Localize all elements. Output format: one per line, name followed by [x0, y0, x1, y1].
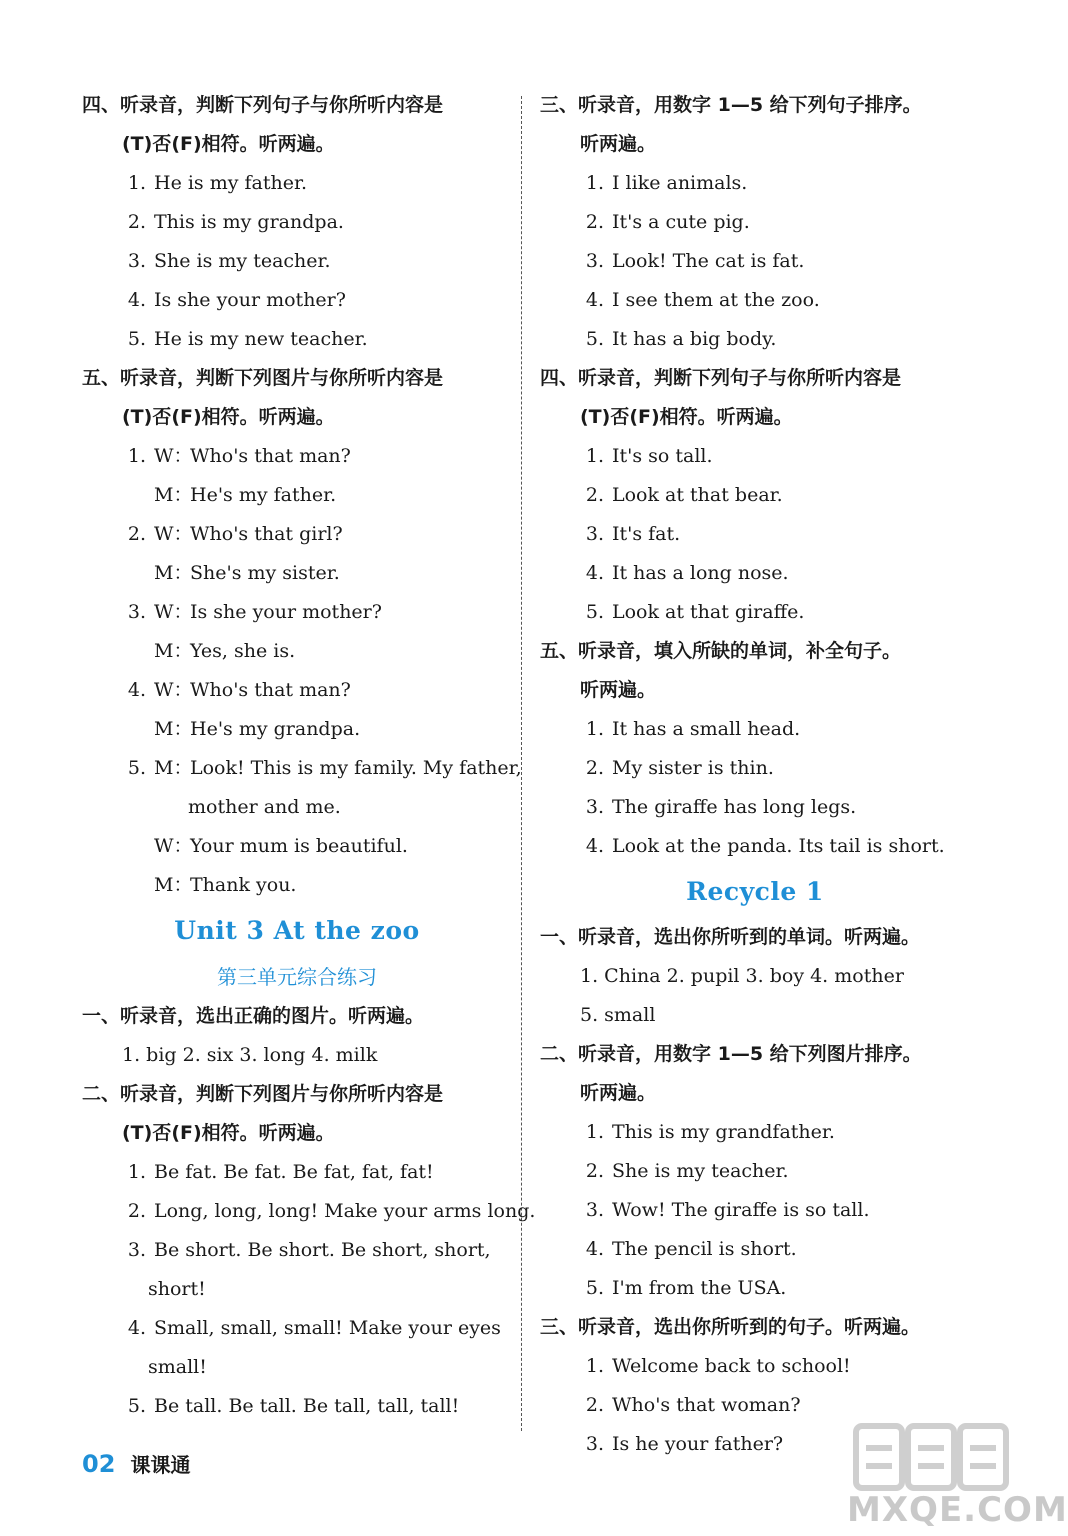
dialog-line: M：She's my sister.: [154, 562, 340, 584]
section-heading-cont: (T)否(F)相符。听两遍。: [580, 406, 793, 428]
list-item: 2. My sister is thin.: [585, 757, 774, 779]
section-heading-cont: (T)否(F)相符。听两遍。: [122, 406, 335, 428]
list-item: 2. It's a cute pig.: [585, 211, 750, 233]
list-item: 5. Look at that giraffe.: [585, 601, 805, 623]
list-item: 4. Look at the panda. Its tail is short.: [585, 835, 945, 857]
list-item: 2. This is my grandpa.: [127, 211, 344, 233]
list-item: 5. It has a big body.: [585, 328, 777, 350]
list-item: 1. He is my father.: [127, 172, 308, 194]
dialog-line: M：He's my grandpa.: [154, 718, 361, 740]
list-item: 3. Be short. Be short. Be short, short,: [127, 1239, 491, 1261]
dialog-line: 5. M：Look! This is my family. My father,: [127, 757, 522, 779]
list-item: 3. Is he your father?: [585, 1433, 784, 1455]
section-heading: 三、听录音，选出你所听到的句子。听两遍。: [540, 1316, 921, 1338]
list-item: 1. I like animals.: [585, 172, 748, 194]
section-heading: 五、听录音，填入所缺的单词，补全句子。: [540, 640, 902, 662]
list-item: 2. Who's that woman?: [585, 1394, 801, 1416]
page-number: 02: [82, 1450, 116, 1478]
list-item: 4. Is she your mother?: [127, 289, 346, 311]
section-heading-cont: (T)否(F)相符。听两遍。: [122, 1122, 335, 1144]
list-item: 4. It has a long nose.: [585, 562, 789, 584]
list-item: 1. Welcome back to school!: [585, 1355, 851, 1377]
section-heading: 四、听录音，判断下列句子与你所听内容是: [82, 94, 444, 116]
page-footer: [82, 1444, 191, 1484]
unit-title: Unit 3 At the zoo: [174, 916, 420, 945]
book-title: 课课通: [130, 1453, 191, 1477]
list-item: 5. Be tall. Be tall. Be tall, tall, tall!: [127, 1395, 460, 1417]
section-heading-cont: (T)否(F)相符。听两遍。: [122, 133, 335, 155]
section-heading: 二、听录音，判断下列图片与你所听内容是: [82, 1083, 444, 1105]
dialog-line: M：Thank you.: [154, 874, 297, 896]
dialog-line: 2. W：Who's that girl?: [127, 523, 343, 545]
section-heading: 三、听录音，用数字 1—5 给下列句子排序。: [540, 94, 922, 116]
dialog-line: 3. W：Is she your mother?: [127, 601, 382, 623]
watermark-text: MXQE.COM: [847, 1490, 1068, 1530]
list-item: 4. Small, small, small! Make your eyes: [127, 1317, 501, 1339]
section-heading: 二、听录音，用数字 1—5 给下列图片排序。: [540, 1043, 922, 1065]
list-item: 3. The giraffe has long legs.: [585, 796, 857, 818]
dialog-line: M：He's my father.: [154, 484, 337, 506]
list-item: 1. This is my grandfather.: [585, 1121, 835, 1143]
word-list: 1. big 2. six 3. long 4. milk: [122, 1044, 378, 1066]
list-item: 3. It's fat.: [585, 523, 681, 545]
list-item: 3. Look! The cat is fat.: [585, 250, 805, 272]
list-item: 2. Long, long, long! Make your arms long.: [127, 1200, 536, 1222]
section-heading: 一、听录音，选出你所听到的单词。听两遍。: [540, 926, 921, 948]
right-column: [540, 86, 970, 1464]
section-heading-cont: 听两遍。: [580, 1082, 657, 1104]
section-heading: 四、听录音，判断下列句子与你所听内容是: [540, 367, 902, 389]
dialog-line: W：Your mum is beautiful.: [154, 835, 408, 857]
list-item-cont: short!: [148, 1278, 206, 1300]
word-list: 1. China 2. pupil 3. boy 4. mother: [580, 965, 904, 987]
list-item: 3. She is my teacher.: [127, 250, 331, 272]
list-item: 1. It's so tall.: [585, 445, 713, 467]
list-item: 5. I'm from the USA.: [585, 1277, 787, 1299]
list-item: 3. Wow! The giraffe is so tall.: [585, 1199, 870, 1221]
recycle-title: Recycle 1: [686, 877, 824, 906]
list-item: 5. He is my new teacher.: [127, 328, 368, 350]
section-heading: 一、听录音，选出正确的图片。听两遍。: [82, 1005, 425, 1027]
list-item-cont: small!: [148, 1356, 207, 1378]
list-item: 2. Look at that bear.: [585, 484, 783, 506]
list-item: 2. She is my teacher.: [585, 1160, 789, 1182]
section-heading-cont: 听两遍。: [580, 133, 657, 155]
left-column: [82, 86, 536, 1426]
list-item: 4. The pencil is short.: [585, 1238, 797, 1260]
list-item: 4. I see them at the zoo.: [585, 289, 820, 311]
dialog-line: M：Yes, she is.: [154, 640, 296, 662]
dialog-line: 4. W：Who's that man?: [127, 679, 351, 701]
list-item: 1. It has a small head.: [585, 718, 801, 740]
section-heading: 五、听录音，判断下列图片与你所听内容是: [82, 367, 444, 389]
section-heading-cont: 听两遍。: [580, 679, 657, 701]
unit-subtitle: 第三单元综合练习: [217, 965, 377, 989]
dialog-line: 1. W：Who's that man?: [127, 445, 351, 467]
list-item: 1. Be fat. Be fat. Be fat, fat, fat!: [127, 1161, 434, 1183]
word-list: 5. small: [580, 1004, 656, 1026]
dialog-line-cont: mother and me.: [188, 796, 341, 818]
